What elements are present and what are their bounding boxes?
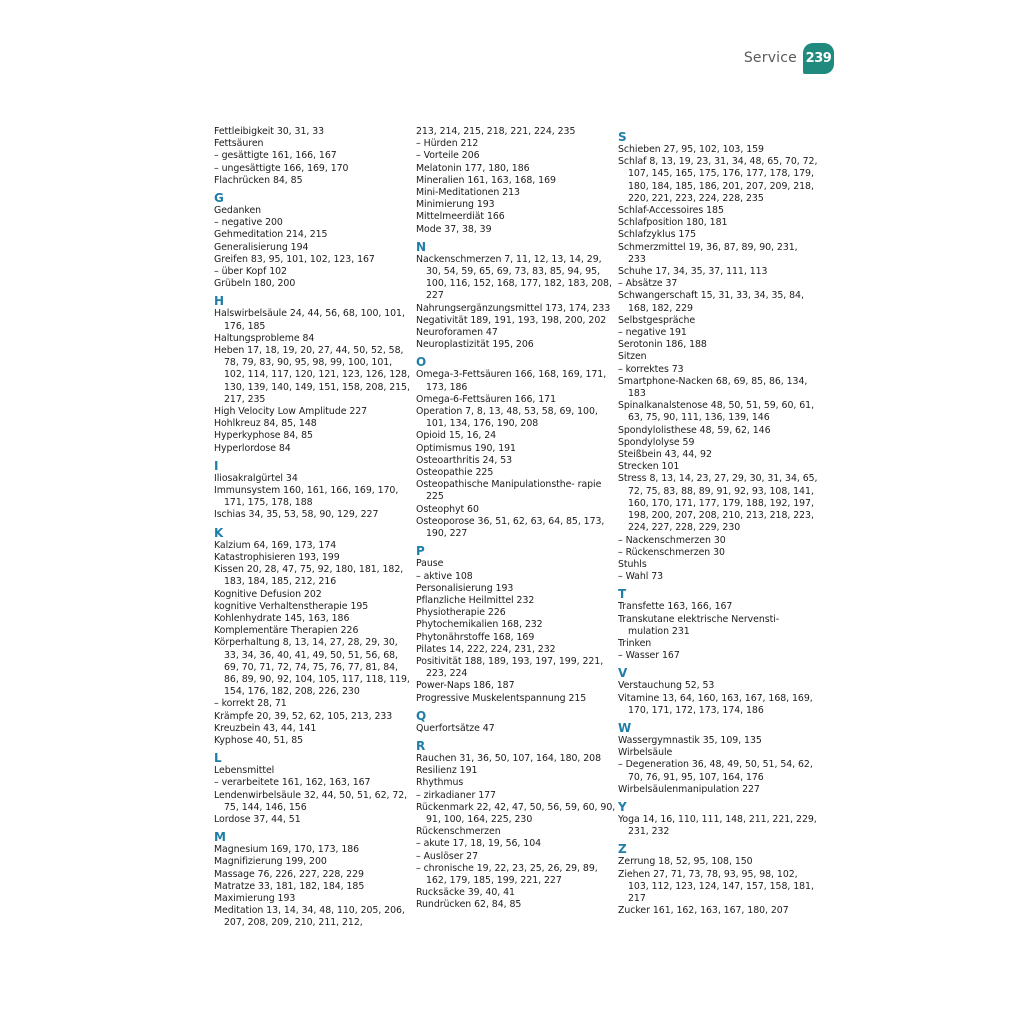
index-entry: Schlaf 8, 13, 19, 23, 31, 34, 48, 65, 70, 72, 107, 145, 165, 175, 176, 177, 178, 179, 180, 184, 185, 186, 201, 207, 209, 218, 220, 221, 223, 224, 228, 235 [618, 156, 818, 204]
index-entry: Wassergymnastik 35, 109, 135 [618, 734, 762, 746]
index-entry: Schmerzmittel 19, 36, 87, 89, 90, 231, 233 [618, 241, 798, 265]
index-entry: Smartphone-Nacken 68, 69, 85, 86, 134, 183 [618, 375, 808, 400]
index-letter-heading: M [214, 830, 226, 845]
index-entry: Vitamine 13, 64, 160, 163, 167, 168, 169, 170, 171, 172, 173, 174, 186 [618, 692, 813, 716]
index-entry: Schlafposition 180, 181 [618, 217, 728, 229]
index-subentry: – Auslöser 27 [416, 850, 479, 862]
index-letter-heading: I [214, 458, 219, 473]
index-entry: Ischias 34, 35, 53, 58, 90, 129, 227 [214, 509, 379, 521]
index-entry: Phytochemikalien 168, 232 [416, 619, 543, 631]
index-subentry: – negative 200 [214, 217, 283, 229]
index-entry: Minimierung 193 [416, 199, 495, 211]
index-entry: Selbstgespräche [618, 314, 696, 326]
index-subentry: – Vorteile 206 [416, 150, 480, 162]
index-entry: Personalisierung 193 [416, 582, 514, 594]
index-entry: Kyphose 40, 51, 85 [214, 734, 304, 746]
page-number-badge: 239 [803, 43, 834, 74]
index-entry: Greifen 83, 95, 101, 102, 123, 167 [214, 253, 375, 265]
index-entry: Osteophyt 60 [416, 503, 479, 515]
index-entry: Generalisierung 194 [214, 241, 309, 253]
index-entry: Komplementäre Therapien 226 [214, 625, 359, 637]
index-entry: Rucksäcke 39, 40, 41 [416, 887, 515, 899]
index-entry: Mittelmeerdiät 166 [416, 211, 505, 223]
index-entry: Nackenschmerzen 7, 11, 12, 13, 14, 29, 30, 54, 59, 65, 69, 73, 83, 85, 94, 95, 100, 116, 152, 168, 177, 182, 183, 208, 227 [416, 253, 612, 302]
index-subentry: – zirkadianer 177 [416, 789, 496, 801]
index-entry: Rundrücken 62, 84, 85 [416, 899, 522, 911]
index-entry: Kreuzbein 43, 44, 141 [214, 722, 317, 734]
index-entry: Steißbein 43, 44, 92 [618, 449, 712, 461]
index-letter-heading: O [416, 355, 427, 370]
index-entry: Osteopathische Manipulationsthe- rapie 225 [416, 479, 602, 503]
index-entry: Haltungsprobleme 84 [214, 332, 315, 344]
index-entry: Osteoporose 36, 51, 62, 63, 64, 85, 173, 190, 227 [416, 515, 605, 540]
index-subentry: – über Kopf 102 [214, 266, 287, 278]
index-subentry: – verarbeitete 161, 162, 163, 167 [214, 777, 371, 789]
index-letter-heading: H [214, 294, 225, 309]
index-subentry: – Degeneration 36, 48, 49, 50, 51, 54, 62, 70, 76, 91, 95, 107, 164, 176 [618, 759, 813, 783]
index-letter-heading: L [214, 751, 222, 766]
index-subentry: – gesättigte 161, 166, 167 [214, 150, 337, 162]
index-entry: Mini-Meditationen 213 [416, 187, 520, 199]
index-entry: Maximierung 193 [214, 892, 296, 904]
index-entry: Operation 7, 8, 13, 48, 53, 58, 69, 100, 101, 134, 176, 190, 208 [416, 406, 598, 430]
index-entry: Halswirbelsäule 24, 44, 56, 68, 100, 101, 176, 185 [214, 308, 405, 332]
index-letter-heading: V [618, 666, 628, 681]
index-subentry: – Nackenschmerzen 30 [618, 534, 726, 546]
index-entry: Schwangerschaft 15, 31, 33, 34, 35, 84, 168, 182, 229 [618, 290, 804, 314]
index-entry: High Velocity Low Amplitude 227 [214, 406, 368, 418]
index-entry: Fettleibigkeit 30, 31, 33 [214, 126, 325, 137]
index-entry: Schlaf-Accessoires 185 [618, 205, 724, 217]
index-entry: Zucker 161, 162, 163, 167, 180, 207 [618, 905, 789, 917]
index-entry: Neuroplastizität 195, 206 [416, 339, 534, 351]
index-subentry: – chronische 19, 22, 23, 25, 26, 29, 89, 162, 179, 185, 199, 221, 227 [416, 862, 598, 886]
index-entry: Heben 17, 18, 19, 20, 27, 44, 50, 52, 58, 78, 79, 83, 90, 95, 98, 99, 100, 101, 102, 114, 117, 120, 121, 123, 126, 128, 130, 139, 140, 149, 151, 158, 208, 215, 217, 235 [214, 345, 410, 405]
index-entry: Magnifizierung 199, 200 [214, 856, 327, 868]
index-entry: Iliosakralgürtel 34 [214, 472, 298, 484]
index-entry: Phytonährstoffe 168, 169 [416, 631, 535, 643]
index-entry: Magnesium 169, 170, 173, 186 [214, 844, 360, 856]
index-letter-heading: N [416, 239, 427, 254]
index-entry: Rückenschmerzen [416, 826, 501, 838]
index-column-3 [618, 126, 818, 917]
index-letter-heading: Z [618, 842, 627, 857]
index-subentry: – korrekt 28, 71 [214, 698, 287, 710]
index-entry: Meditation 13, 14, 34, 48, 110, 205, 206, 207, 208, 209, 210, 211, 212, [214, 905, 405, 929]
index-column-1 [214, 126, 414, 930]
index-entry: Melatonin 177, 180, 186 [416, 162, 530, 174]
index-letter-heading: P [416, 544, 425, 559]
index-entry: Lordose 37, 44, 51 [214, 813, 301, 825]
index-subentry: – Absätze 37 [618, 278, 678, 290]
index-entry: Ziehen 27, 71, 73, 78, 93, 95, 98, 102, 103, 112, 123, 124, 147, 157, 158, 181, 217 [618, 868, 814, 904]
index-entry: Pause [416, 558, 444, 570]
index-letter-heading: K [214, 525, 224, 540]
index-entry: Neuroforamen 47 [416, 327, 498, 339]
index-entry: Progressive Muskelentspannung 215 [416, 692, 587, 704]
index-entry: Immunsystem 160, 161, 166, 169, 170, 171, 175, 178, 188 [214, 485, 399, 509]
index-entry: Massage 76, 226, 227, 228, 229 [214, 868, 364, 880]
index-subentry: – akute 17, 18, 19, 56, 104 [416, 838, 542, 850]
index-column-2 [416, 126, 616, 912]
index-entry: Krämpfe 20, 39, 52, 62, 105, 213, 233 [214, 710, 393, 722]
index-letter-heading: S [618, 130, 627, 144]
index-entry: Stuhls [618, 558, 647, 570]
index-letter-heading: Q [416, 708, 427, 723]
index-entry: Osteopathie 225 [416, 467, 494, 479]
index-entry: Trinken [618, 637, 652, 649]
index-subentry: – aktive 108 [416, 570, 473, 582]
index-entry: Negativität 189, 191, 193, 198, 200, 202 [416, 314, 607, 326]
index-entry: Verstauchung 52, 53 [618, 680, 715, 692]
index-subentry: – Wahl 73 [618, 571, 664, 583]
index-letter-heading: G [214, 191, 224, 206]
index-entry: Kissen 20, 28, 47, 75, 92, 180, 181, 182, 183, 184, 185, 212, 216 [214, 564, 404, 588]
index-letter-heading: W [618, 720, 632, 735]
index-entry: Mode 37, 38, 39 [416, 223, 492, 235]
index-entry: Omega-3-Fettsäuren 166, 168, 169, 171, 173, 186 [416, 369, 607, 393]
index-subentry: – korrektes 73 [618, 363, 684, 375]
index-entry: Positivität 188, 189, 193, 197, 199, 221, 223, 224 [416, 655, 604, 680]
index-entry: Schlafzyklus 175 [618, 229, 697, 241]
section-label: Service [743, 50, 797, 66]
index-entry: Resilienz 191 [416, 765, 478, 777]
index-letter-heading: R [416, 738, 426, 753]
index-subentry: – negative 191 [618, 327, 687, 339]
index-entry: Nahrungsergänzungsmittel 173, 174, 233 [416, 302, 611, 314]
index-entry: Spinalkanalstenose 48, 50, 51, 59, 60, 61, 63, 75, 90, 111, 136, 139, 146 [618, 400, 814, 424]
index-subentry: – Wasser 167 [618, 650, 680, 662]
index-entry: Wirbelsäule [618, 747, 673, 759]
index-entry: Fettsäuren [214, 138, 264, 150]
index-entry: Strecken 101 [618, 461, 680, 473]
index-entry: Grübeln 180, 200 [214, 278, 296, 290]
index-entry: Pilates 14, 222, 224, 231, 232 [416, 643, 556, 655]
index-subentry: – Rückenschmerzen 30 [618, 546, 725, 558]
index-entry: Hohlkreuz 84, 85, 148 [214, 418, 317, 430]
index-entry: Sitzen [618, 351, 647, 363]
index-entry: Rauchen 31, 36, 50, 107, 164, 180, 208 [416, 752, 602, 764]
index-entry: Matratze 33, 181, 182, 184, 185 [214, 880, 365, 892]
index-entry: Schieben 27, 95, 102, 103, 159 [618, 144, 764, 155]
index-entry: Kognitive Defusion 202 [214, 588, 322, 600]
index-entry: Schuhe 17, 34, 35, 37, 111, 113 [618, 266, 768, 278]
index-entry: Querfortsätze 47 [416, 722, 495, 734]
index-entry: Omega-6-Fettsäuren 166, 171 [416, 393, 557, 405]
index-entry: Lendenwirbelsäule 32, 44, 50, 51, 62, 72, 75, 144, 146, 156 [214, 789, 408, 813]
index-entry: Physiotherapie 226 [416, 607, 506, 619]
index-entry: Hyperlordose 84 [214, 442, 291, 454]
index-entry: Wirbelsäulenmanipulation 227 [618, 783, 760, 795]
index-entry: Osteoarthritis 24, 53 [416, 454, 513, 466]
index-entry: Power-Naps 186, 187 [416, 680, 515, 692]
index-entry: Pflanzliche Heilmittel 232 [416, 594, 535, 606]
index-subentry: – Hürden 212 [416, 138, 479, 150]
index-entry: Opioid 15, 16, 24 [416, 430, 497, 442]
index-subentry: – ungesättigte 166, 169, 170 [214, 162, 349, 174]
index-entry: Transfette 163, 166, 167 [618, 601, 733, 613]
index-entry: Kalzium 64, 169, 173, 174 [214, 539, 337, 551]
index-entry: Spondylolisthese 48, 59, 62, 146 [618, 424, 771, 436]
index-entry: Rückenmark 22, 42, 47, 50, 56, 59, 60, 90, 91, 100, 164, 225, 230 [416, 801, 616, 825]
index-entry: Zerrung 18, 52, 95, 108, 150 [618, 856, 753, 868]
index-entry: Serotonin 186, 188 [618, 339, 707, 351]
index-entry: Yoga 14, 16, 110, 111, 148, 211, 221, 229, 231, 232 [618, 813, 817, 838]
index-entry: Stress 8, 13, 14, 23, 27, 29, 30, 31, 34, 65, 72, 75, 83, 88, 89, 91, 92, 93, 108, 141, 160, 170, 171, 177, 179, 188, 192, 197, 198, 200, 207, 208, 210, 213, 218, 223, 224, 227, 228, 229, 230 [618, 473, 818, 534]
index-entry: Kohlenhydrate 145, 163, 186 [214, 612, 350, 624]
index-entry: kognitive Verhaltenstherapie 195 [214, 600, 369, 612]
index-entry: Mineralien 161, 163, 168, 169 [416, 174, 556, 186]
page-header [744, 43, 834, 73]
index-entry: 213, 214, 215, 218, 221, 224, 235 [416, 126, 576, 137]
index-entry: Transkutane elektrische Nervensti- mulation 231 [618, 613, 780, 637]
index-entry: Gedanken [214, 205, 262, 217]
index-entry: Lebensmittel [214, 765, 275, 777]
index-entry: Flachrücken 84, 85 [214, 174, 303, 186]
index-letter-heading: T [618, 587, 627, 602]
index-entry: Optimismus 190, 191 [416, 442, 516, 454]
index-entry: Körperhaltung 8, 13, 14, 27, 28, 29, 30, 33, 34, 36, 40, 41, 49, 50, 51, 56, 68, 69, 70, 71, 72, 74, 75, 76, 77, 81, 84, 86, 89, 90, 92, 104, 105, 117, 118, 119, 154, 176, 182, 208, 226, 230 [214, 637, 410, 698]
index-entry: Hyperkyphose 84, 85 [214, 430, 313, 442]
index-entry: Spondylolyse 59 [618, 436, 695, 448]
index-letter-heading: Y [618, 799, 627, 814]
index-entry: Katastrophisieren 193, 199 [214, 551, 340, 563]
index-entry: Gehmeditation 214, 215 [214, 229, 328, 241]
index-entry: Rhythmus [416, 777, 464, 789]
